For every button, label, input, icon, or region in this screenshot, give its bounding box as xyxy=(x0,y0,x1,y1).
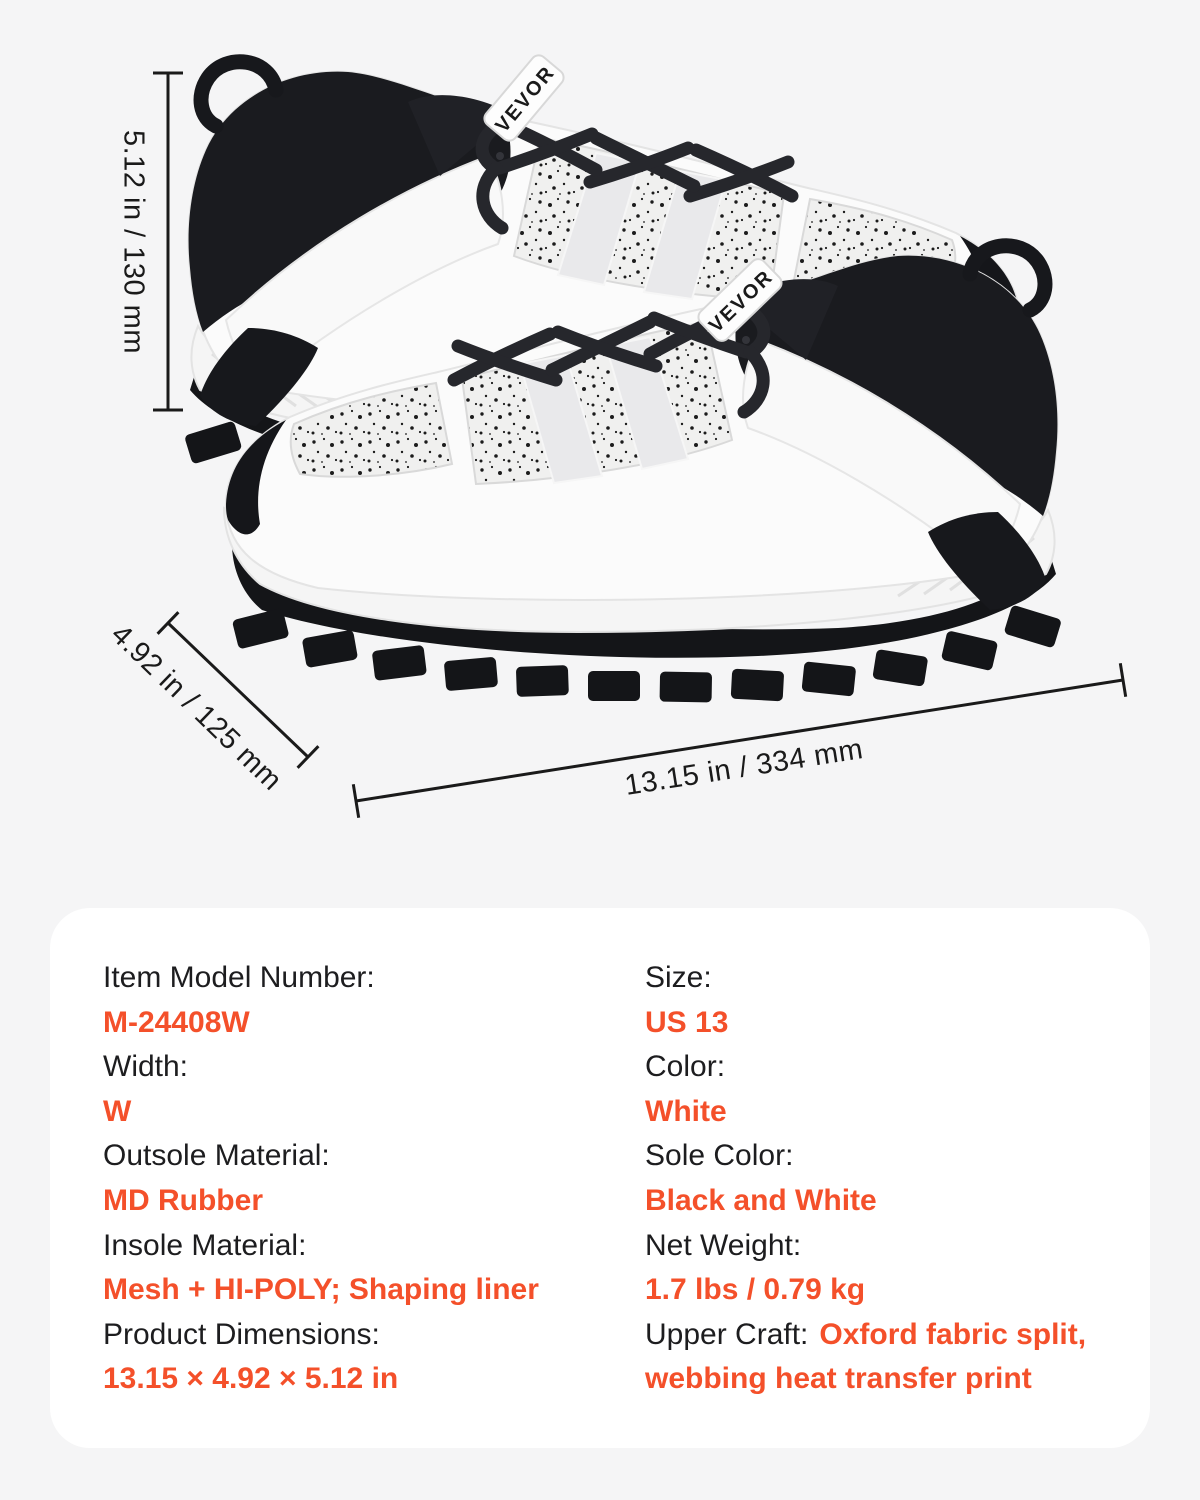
spec-label: Sole Color: xyxy=(645,1139,794,1173)
spec-label: Product Dimensions: xyxy=(103,1317,380,1351)
spec-inline-row xyxy=(645,1313,1110,1402)
spec-value: 1.7 lbs / 0.79 kg xyxy=(645,1273,866,1307)
spec-value: MD Rubber xyxy=(103,1183,263,1217)
spec-value: Oxford fabric split, webbing heat transfer print xyxy=(645,1317,1087,1396)
spec-column-left xyxy=(103,956,645,1448)
spec-label: Size: xyxy=(645,961,712,994)
length-dimension-label: 13.15 in / 334 mm xyxy=(622,733,866,802)
spec-label: Width: xyxy=(103,1050,189,1084)
brand-logo-text: VEVOR xyxy=(704,265,778,338)
spec-card xyxy=(50,908,1150,1448)
spec-value: Mesh + HI-POLY; Shaping liner xyxy=(103,1273,539,1307)
spec-value: M-24408W xyxy=(103,1005,250,1039)
height-dimension-label: 5.12 in / 130 mm xyxy=(117,130,150,354)
spec-column-right xyxy=(645,956,1110,1448)
spec-value: US 13 xyxy=(645,1005,729,1039)
spec-label: Color: xyxy=(645,1050,726,1084)
spec-label: Net Weight: xyxy=(645,1228,802,1262)
spec-value: Black and White xyxy=(645,1183,877,1217)
spec-value: 13.15 × 4.92 × 5.12 in xyxy=(103,1362,399,1396)
brand-logo-text: VEVOR xyxy=(491,61,560,138)
height-dimension-line xyxy=(153,73,183,410)
spec-value: W xyxy=(103,1094,132,1128)
spec-value: White xyxy=(645,1094,727,1128)
spec-label: Item Model Number: xyxy=(103,961,375,994)
spec-label: Insole Material: xyxy=(103,1228,307,1262)
spec-label: Upper Craft: xyxy=(645,1317,809,1351)
width-dimension-label: 4.92 in / 125 mm xyxy=(104,618,289,797)
spec-label: Outsole Material: xyxy=(103,1139,330,1173)
